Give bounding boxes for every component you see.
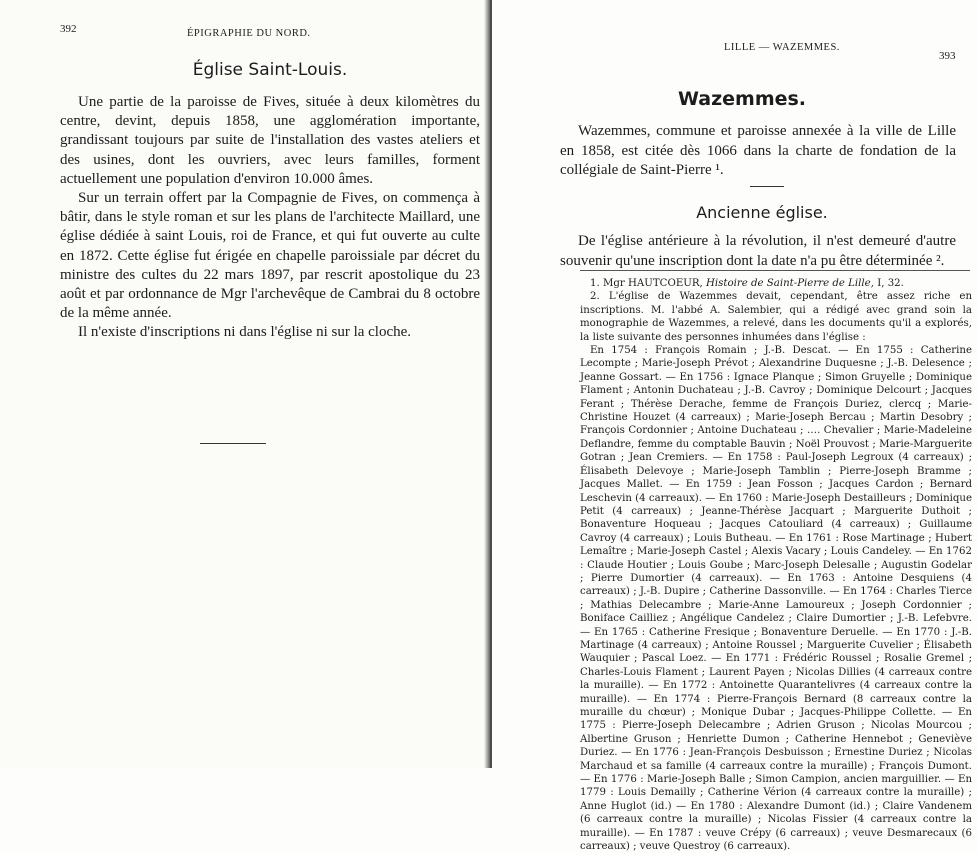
right-rule-1: [750, 186, 784, 187]
footnote-1: [580, 277, 972, 290]
left-paragraph-3: Il n'existe d'inscriptions ni dans l'église ni sur la cloche.: [78, 324, 412, 341]
left-page-number: 392: [60, 23, 77, 35]
footnote-1-num: 1.: [590, 278, 600, 289]
section-title: Ancienne église.: [696, 203, 828, 222]
right-intro: Wazemmes, commune et paroisse annexée à la ville de Lille en 1858, est citée dès 1066 dans la charte de fondation de la collégiale de Saint-Pierre ¹.: [560, 123, 956, 178]
section-text-block: [560, 232, 956, 271]
right-running-head: LILLE — WAZEMMES.: [724, 42, 840, 53]
footnote-2-list: En 1754 : François Romain ; J.-B. Descat. — En 1755 : Catherine Lecompte ; Marie-Joseph Prévot ; Alexandrine Duquesne ; J.-B. Delesence ; Jeanne Gossart. — En 1756 : Ignace Planque ; Simon Gruyelle ; Dominique Flament ; Antonin Duchateau ; J.-B. Cavroy ; Dominique Delcourt ; Jacques Ferant ; Thérèse Derache, femme de François Duriez, clercq ; Marie-Christine Houzet (4 carreaux) ; Marie-Joseph Bercau ; Martin Desobry ; François Cordonnier ; Antoine Duchateau ; …. Chevalier ; Marie-Madeleine Deflandre, femme du comptable Bauvin ; Noël Prouvost ; Marie-Marguerite Gotran ; Jean Cremiers. — En 1758 : Paul-Joseph Legroux (4 carreaux) ; Élisabeth Delevoye ; Marie-Joseph Tamblin ; Pierre-Joseph Bramme ; Jacques Mallet. — En 1759 : Jean Fosson ; Jacques Cardon ; Bernard Leschevin (4 carreaux). — En 1760 : Marie-Joseph Destailleurs ; Dominique Petit (4 carreaux) ; Jeanne-Thérèse Jacquart ; Marguerite Duthoit ; Bonaventure Hoqueau ; Jacques Catouliard (4 carreaux) ; Guillaume Cavroy (4 carreaux) ; Louis Butheau. — En 1761 : Rose Martinage ; Hubert Lemaître ; Marie-Joseph Castel ; Alexis Vacary ; Louis Candeley. — En 1762 : Claude Houtier ; Louis Goube ; Marc-Joseph Delesalle ; Augustin Godelar ; Pierre Dumortier (4 carreaux). — En 1763 : Antoine Desquiens (4 carreaux) ; J.-B. Dupire ; Catherine Dassonville. — En 1764 : Charles Tierce ; Mathias Delecambre ; Marie-Anne Lamoureux ; Joseph Cordonnier ; Boniface Cailliez ; Angélique Candelez ; Claire Dumortier ; J.-B. Lefebvre. — En 1765 : Catherine Fresique ; Bonaventure Deruelle. — En 1770 : J.-B. Martinage (4 carreaux) ; Antoine Roussel ; Marguerite Cuvelier ; Élisabeth Wauquier ; Pascal Loez. — En 1771 : Frédéric Roussel ; Rosalie Gremel ; Charles-Louis Flament ; Laurent Payen ; Nicolas Dillies (4 carreaux contre la muraille). — En 1772 : Antoinette Quarantelivres (4 carreaux contre la muraille). — En 1774 : Pierre-François Bernard (8 carreaux contre la muraille du chœur) ; Monique Dubar ; Jacques-Philippe Collette. — En 1775 : Pierre-Joseph Delecambre ; Adrien Gruson ; Nicolas Mourcou ; Albertine Gruson ; Henriette Dumon ; Catherine Hennebot ; Geneviève Duriez. — En 1776 : Jean-François Desbuisson ; Ernestine Duriez ; Nicolas Marchaud et sa famille (4 carreaux contre la muraille) ; François Dumont. — En 1776 : Marie-Joseph Balle ; Simon Campion, ancien marguillier. — En 1779 : Louis Demailly ; Catherine Vérion (4 carreaux contre la muraille) ; Anne Huglot (id.) — En 1780 : Alexandre Dumont (id.) ; Claire Vandenem (6 carreaux contre la muraille) ; Nicolas Fissier (4 carreaux contre la muraille). — En 1787 : veuve Crépy (6 carreaux) ; veuve Desmarecaux (6 carreaux) ; veuve Questroy (6 carreaux).: [580, 345, 972, 853]
left-running-head: ÉPIGRAPHIE DU NORD.: [187, 28, 311, 39]
section-text: De l'église antérieure à la révolution, il n'est demeuré d'autre souvenir qu'une inscription dont la date n'a pu être déterminée ².: [560, 233, 956, 269]
left-title: Église Saint-Louis.: [192, 60, 348, 80]
left-end-rule: [200, 443, 266, 444]
left-paragraph-1: Une partie de la paroisse de Fives, située à deux kilomètres du centre, devint, depuis 1858, une agglomération importante, grandissant toujours par suite de l'installation des vastes ateliers et des usines, dont les ouvriers, avec leurs familles, forment actuellement une population d'environ 10.000 âmes.: [60, 94, 480, 187]
footnotes: [580, 277, 972, 853]
footnote-2: 2. L'église de Wazemmes devait, cependant, être assez riche en inscriptions. M. l'abbé A. Salembier, qui a rédigé avec grand soin la monographie de Wazemmes, a relevé, dans les documents qu'il a explorés, la liste suivante des personnes inhumées dans l'église :: [580, 291, 972, 343]
right-page-number: 393: [939, 50, 956, 62]
footnote-1-ref: I, 32.: [877, 278, 904, 289]
left-body: [60, 93, 480, 343]
footnote-1-author: Mgr HAUTCOEUR,: [602, 278, 703, 289]
left-page: [0, 0, 490, 768]
left-paragraph-2: Sur un terrain offert par la Compagnie de Fives, on commença à bâtir, dans le style roman et sur les plans de l'architecte Maillard, une église dédiée à saint Louis, roi de France, et qui fut ouverte au culte en 1872. Cette église fut érigée en chapelle paroissiale par décret du ministre des cultes du 22 mars 1897, par rescrit apostolique du 23 août et par ordonnance de Mgr l'archevêque de Cambrai du 8 octobre de la même année.: [60, 190, 480, 322]
footnote-1-work: Histoire de Saint-Pierre de Lille,: [706, 278, 874, 289]
right-intro-block: [560, 122, 956, 181]
right-title: Wazemmes.: [677, 88, 807, 110]
